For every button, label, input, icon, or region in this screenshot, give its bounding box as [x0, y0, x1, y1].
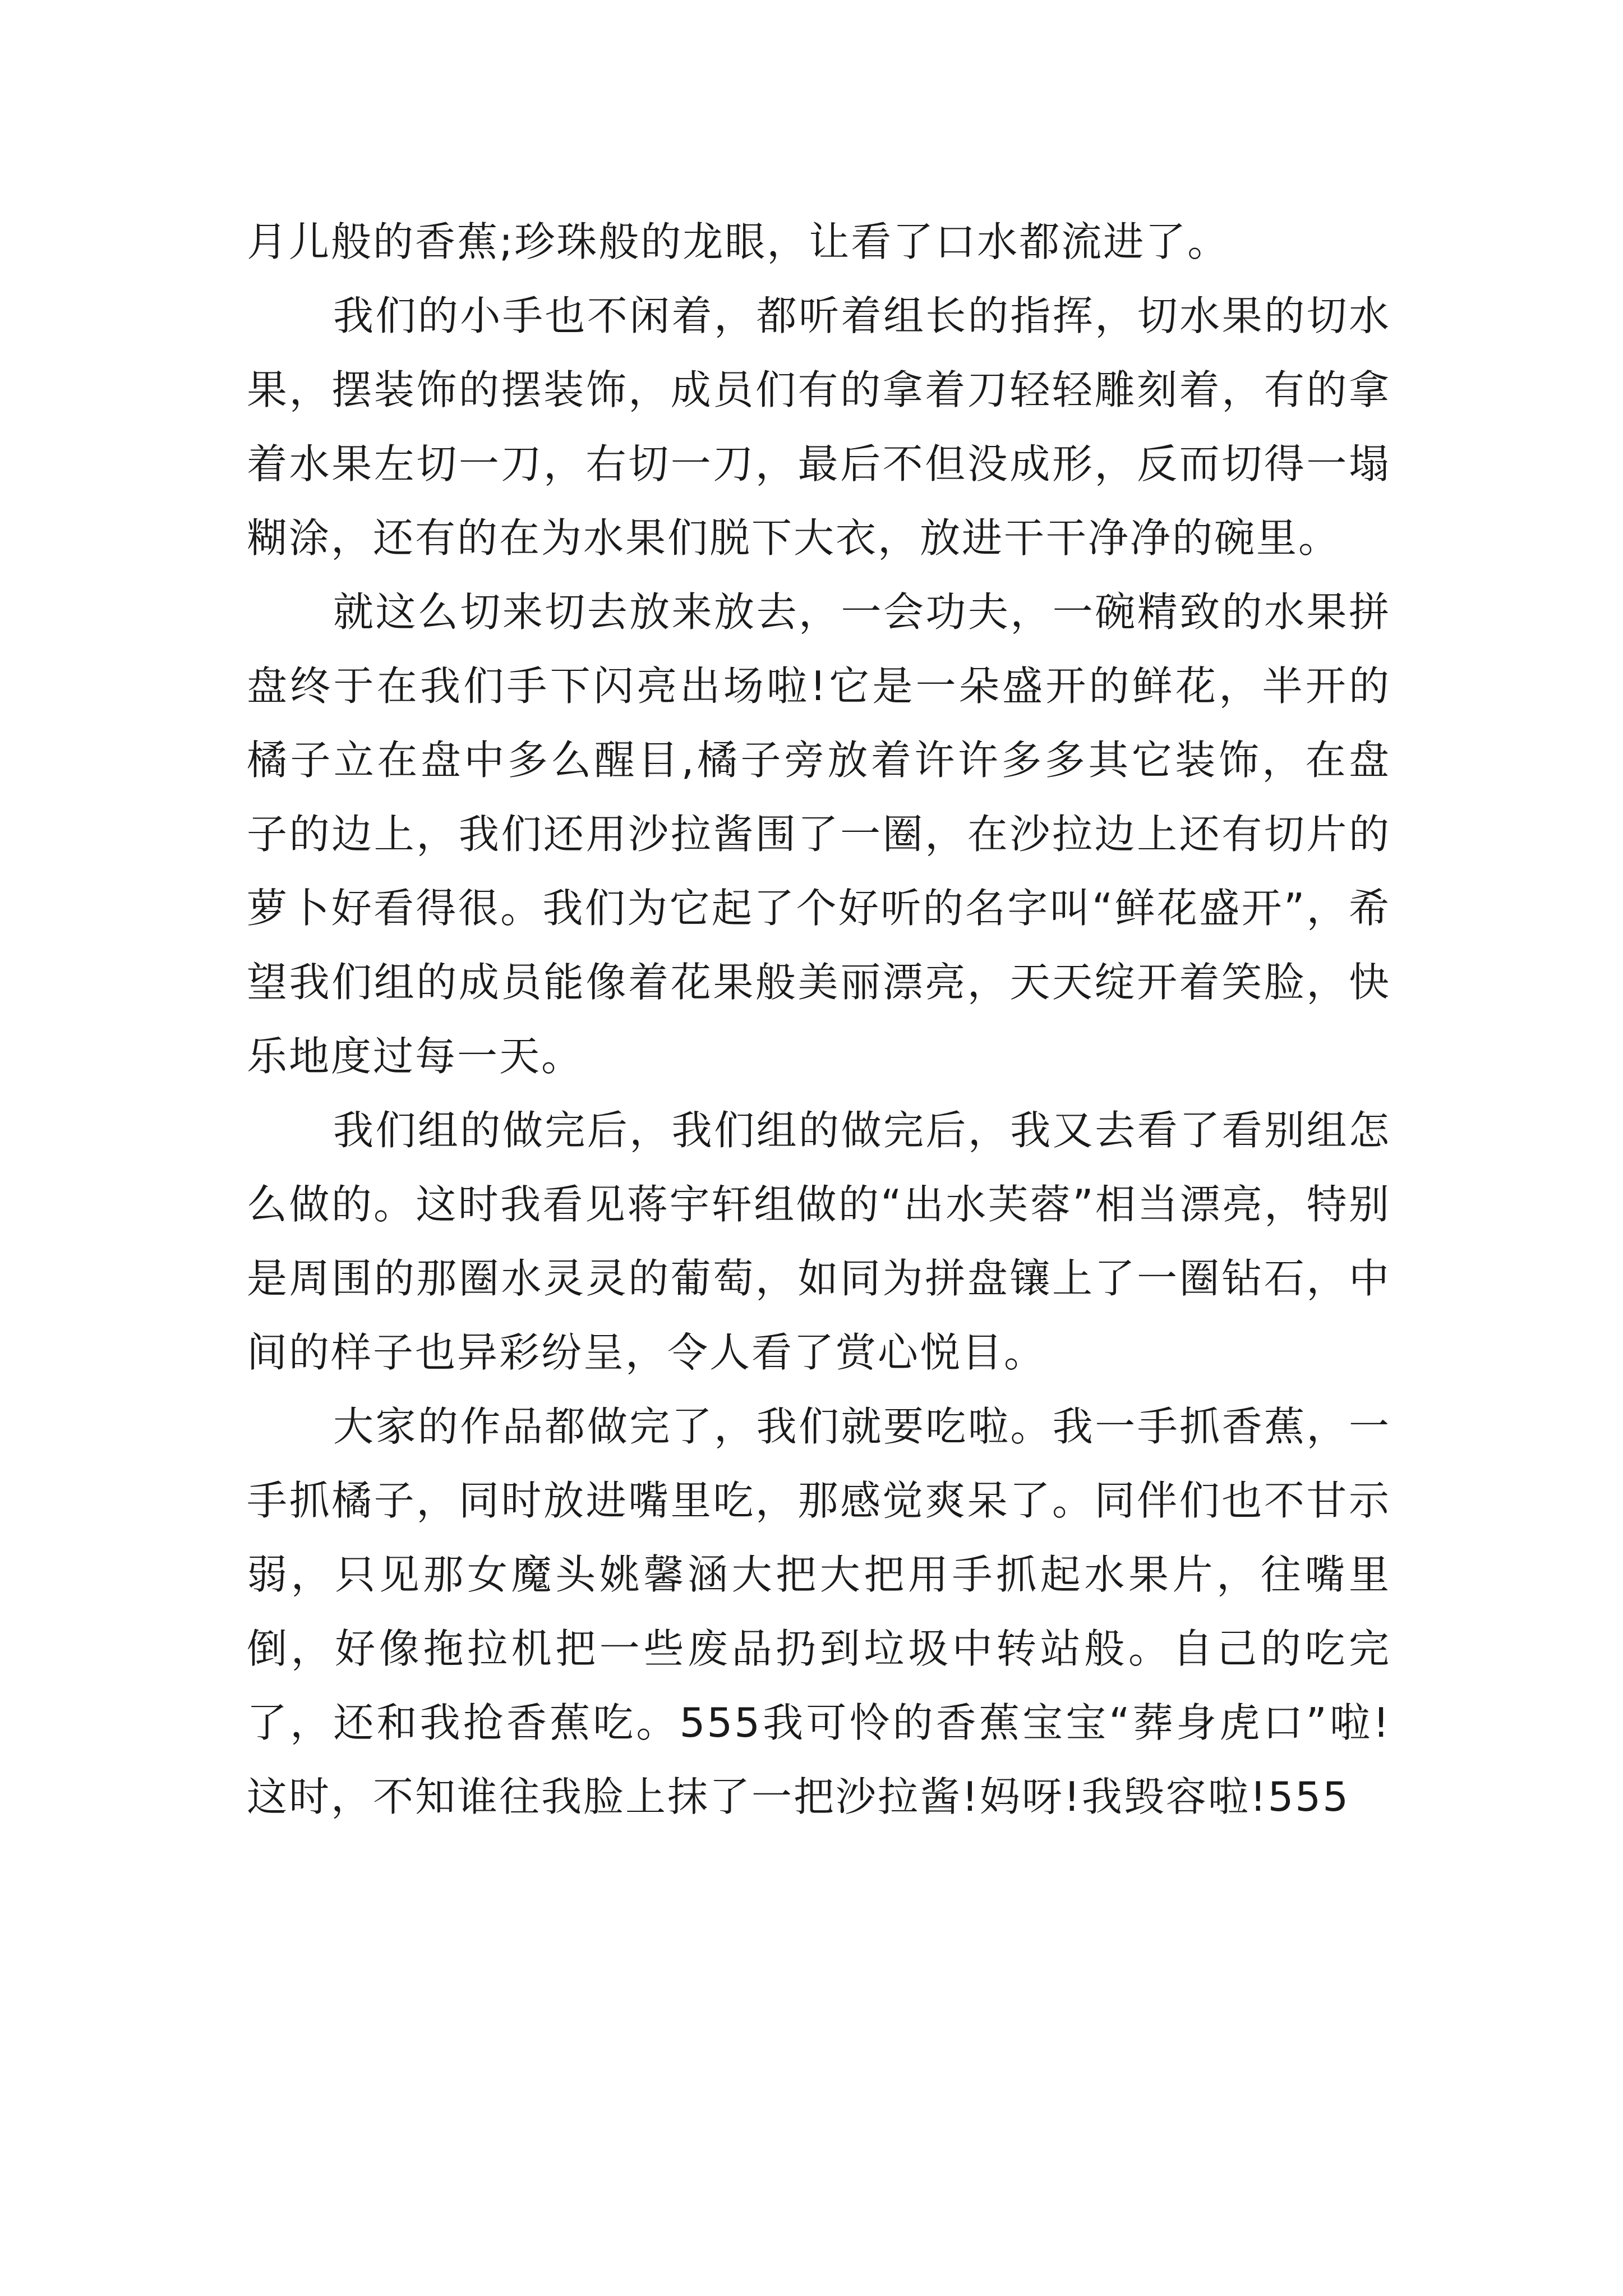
paragraph-2: 我们的小手也不闲着，都听着组长的指挥，切水果的切水果，摆装饰的摆装饰，成员们有的拿着刀轻轻雕刻着，有的拿着水果左切一刀，右切一刀，最后不但没成形，反而切得一塌糊涂，还有的在为水果们脱下大衣，放进干干净净的碗里。 — [247, 292, 1391, 562]
paragraph-5: 大家的作品都做完了，我们就要吃啦。我一手抓香蕉，一手抓橘子，同时放进嘴里吃，那感觉爽呆了。同伴们也不甘示弱，只见那女魔头姚馨涵大把大把用手抓起水果片，往嘴里倒，好像拖拉机把一些废品扔到垃圾中转站般。自己的吃完了，还和我抢香蕉吃。555我可怜的香蕉宝宝“葬身虎口”啦!这时，不知谁往我脸上抹了一把沙拉酱!妈呀!我毁容啦!555 — [247, 1403, 1391, 1820]
paragraph-1: 月儿般的香蕉;珍珠般的龙眼，让看了口水都流进了。 — [247, 218, 1230, 265]
paragraph-4: 我们组的做完后，我们组的做完后，我又去看了看别组怎么做的。这时我看见蒋宇轩组做的“出水芙蓉”相当漂亮，特别是周围的那圈水灵灵的葡萄，如同为拼盘镶上了一圈钻石，中间的样子也异彩纷呈，令人看了赏心悦目。 — [247, 1107, 1391, 1376]
paragraph-3: 就这么切来切去放来放去，一会功夫，一碗精致的水果拼盘终于在我们手下闪亮出场啦!它是一朵盛开的鲜花，半开的橘子立在盘中多么醒目,橘子旁放着许许多多其它装饰，在盘子的边上，我们还用沙拉酱围了一圈，在沙拉边上还有切片的萝卜好看得很。我们为它起了个好听的名字叫“鲜花盛开”，希望我们组的成员能像着花果般美丽漂亮，天天绽开着笑脸，快乐地度过每一天。 — [247, 588, 1391, 1080]
body-text — [247, 205, 1391, 1834]
